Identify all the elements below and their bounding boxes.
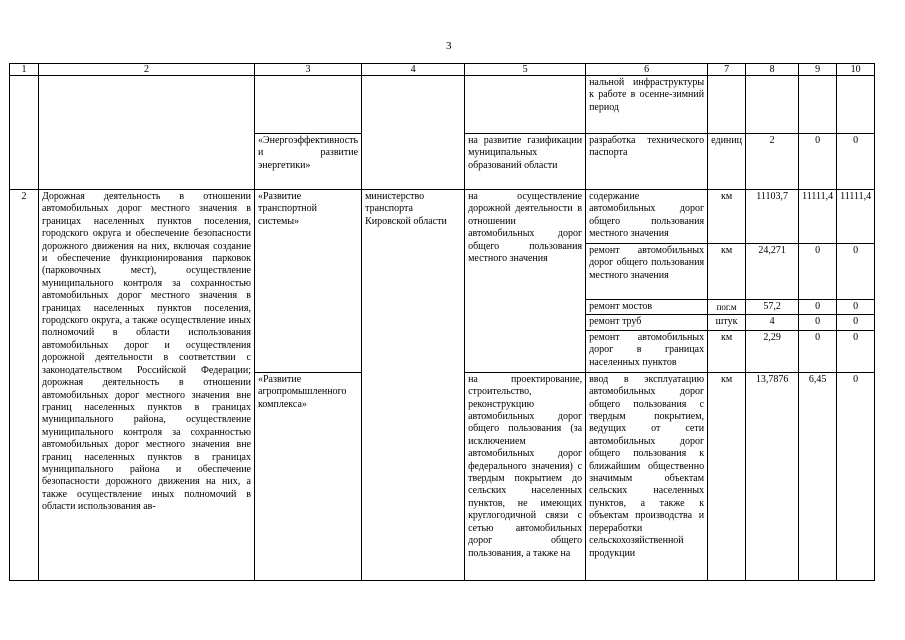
value-cell: 24,271 [746,244,799,300]
table-row [10,76,875,134]
unit-cell: единиц [708,134,746,190]
column-header: 9 [799,64,837,76]
unit-cell: штук [708,315,746,330]
program-cell [255,76,362,134]
column-header: 10 [837,64,875,76]
purpose-cell: на развитие газификации муниципальных образований области [465,134,586,190]
value-cell: 2,29 [746,330,799,372]
value-cell: 0 [799,244,837,300]
value-cell: 11103,7 [746,190,799,244]
indicator-cell: разработка технического паспорта [586,134,708,190]
authority-cell: Дорожная деятельность в отношении автомобильных дорог местного значения в границах населенных пунктов поселения, городского округа и обеспечение безопасности дорожного движения на них, включая создание и обеспечение функционирования парковок (парковочных мест), осуществление муниципального контроля за сохранностью автомобильных дорог местного значения в границах населенных пунктов поселения, городского округа, а также осуществление иных полномочий в области использования автомобильных дорог и осуществления дорожной деятельности в соответствии с законодательством Российской Федерации; дорожная деятельность в отношении автомобильных дорог местного значения вне границ населенных пунктов в границах муниципального района, осуществление муниципального контроля за сохранностью автомобильных дорог местного значения вне границ населенных пунктов в границах муниципального района и обеспечение безопасности дорожного движения на них, а также осуществление иных полномочий в области использования ав- [39,190,255,581]
row-number-cell: 2 [10,190,39,581]
value-cell: 11111,4 [799,190,837,244]
indicator-cell: ремонт мостов [586,300,708,315]
purpose-cell: на проектирование, строительство, реконструкцию автомобильных дорог общего пользования (за исключением автомобильных дорог федерального значения) с твердым покрытием до сельских населенных пунктов, не имеющих круглогодичной связи с сетью автомобильных дорог общего пользования, а также на [465,372,586,580]
program-cell: «Энергоэффективность и развитие энергетики» [255,134,362,190]
column-header: 7 [708,64,746,76]
indicator-cell: ремонт труб [586,315,708,330]
indicator-cell: ввод в эксплуатацию автомобильных дорог общего пользования с твердым покрытием, ведущих от сети автомобильных дорог общего пользования к ближайшим общественно значимым объектам сельских населенных пунктов, а также к объектам производства и переработки сельскохозяйственной продукции [586,372,708,580]
page-number: 3 [446,40,452,52]
purpose-cell [465,76,586,134]
value-cell: 0 [799,330,837,372]
program-cell: «Развитие транспортной системы» [255,190,362,373]
value-cell [746,76,799,134]
column-header: 4 [362,64,465,76]
unit-cell [708,76,746,134]
value-cell: 0 [837,315,875,330]
indicator-cell: ремонт автомобильных дорог общего пользования местного значения [586,244,708,300]
value-cell [837,76,875,134]
value-cell: 57,2 [746,300,799,315]
subsidy-table [9,63,875,581]
unit-cell: км [708,372,746,580]
table-row [10,190,875,244]
value-cell: 0 [837,372,875,580]
value-cell: 0 [837,330,875,372]
column-header: 5 [465,64,586,76]
value-cell: 0 [799,134,837,190]
value-cell: 0 [799,300,837,315]
value-cell [799,76,837,134]
indicator-cell: содержание автомобильных дорог общего пользования местного значения [586,190,708,244]
ministry-cell: министерство транспорта Кировской области [362,190,465,581]
value-cell: 0 [837,244,875,300]
value-cell: 0 [837,300,875,315]
indicator-cell: ремонт автомобильных дорог в границах населенных пунктов [586,330,708,372]
value-cell: 0 [837,134,875,190]
value-cell: 13,7876 [746,372,799,580]
value-cell: 11111,4 [837,190,875,244]
unit-cell: пог.м [708,300,746,315]
value-cell: 6,45 [799,372,837,580]
column-header: 2 [39,64,255,76]
unit-cell: км [708,244,746,300]
header-row [10,64,875,76]
unit-cell: км [708,190,746,244]
column-header: 6 [586,64,708,76]
column-header: 8 [746,64,799,76]
unit-cell: км [708,330,746,372]
program-cell: «Развитие агропромышленного комплекса» [255,372,362,580]
row-number-cell [10,76,39,190]
purpose-cell: на осуществление дорожной деятельности в отношении автомобильных дорог общего пользования местного значения [465,190,586,373]
authority-cell [39,76,255,190]
column-header: 1 [10,64,39,76]
ministry-cell [362,76,465,190]
value-cell: 4 [746,315,799,330]
value-cell: 0 [799,315,837,330]
column-header: 3 [255,64,362,76]
indicator-cell: нальной инфраструктуры к работе в осенне-зимний период [586,76,708,134]
value-cell: 2 [746,134,799,190]
